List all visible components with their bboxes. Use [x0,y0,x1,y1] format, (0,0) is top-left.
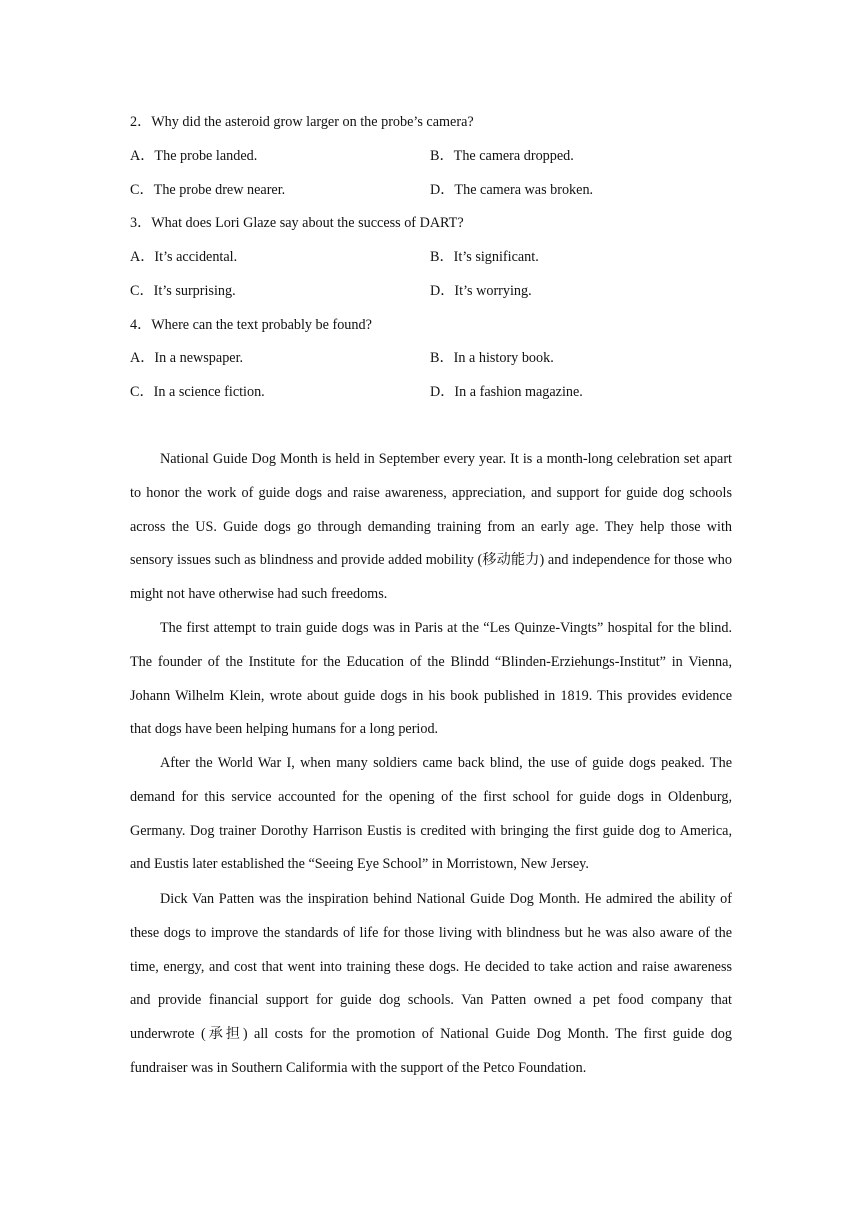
question-4-option-c: C．In a science fiction. [130,384,265,400]
question-2-option-b: B．The camera dropped. [430,148,574,164]
question-3-option-a: A．It’s accidental. [130,249,238,265]
passage-paragraph-3: After the World War I, when many soldiers came back blind, the use of guide dogs peaked. The demand for this service accounted for the opening of the first school for guide dogs in Oldenburg, Germany. Dog trainer Dorothy Harrison Eustis is credited with bringing the first guide dog to America, and Eustis later established the “Seeing Eye School” in Morristown, New Jersey. [130,755,732,873]
question-2-option-c: C．The probe drew nearer. [130,182,286,198]
question-4-option-a: A．In a newspaper. [130,350,244,366]
question-2-option-d: D．The camera was broken. [430,182,594,198]
question-2-option-a: A．The probe landed. [130,148,258,164]
passage-paragraph-1: National Guide Dog Month is held in September every year. It is a month-long celebration set apart to honor the work of guide dogs and raise awareness, appreciation, and support for guide dog schools across the US. Guide dogs go through demanding training from an early age. They help those with sensory issues such as blindness and provide added mobility (移动能力) and independence for those who might not have otherwise had such freedoms. [130,451,732,603]
question-3-option-c: C．It’s surprising. [130,283,236,299]
passage-paragraph-4: Dick Van Patten was the inspiration behind National Guide Dog Month. He admired the ability of these dogs to improve the standards of life for those living with blindness but he was also aware of the time, energy, and cost that went into training these dogs. He decided to take action and raise awareness and provide financial support for guide dog schools. Van Patten owned a pet food company that underwrote (承担) all costs for the promotion of National Guide Dog Month. The first guide dog fundraiser was in Southern Califormia with the support of the Petco Foundation. [130,891,732,1076]
question-3-stem: 3．What does Lori Glaze say about the success of DART? [130,215,464,231]
passage-paragraph-2: The first attempt to train guide dogs was in Paris at the “Les Quinze-Vingts” hospital for the blind. The founder of the Institute for the Education of the Blindd “Blinden-Erziehungs-Institut” in Vienna, Johann Wilhelm Klein, wrote about guide dogs in his book published in 1819. This provides evidence that dogs have been helping humans for a long period. [130,620,732,738]
question-4-option-d: D．In a fashion magazine. [430,384,583,400]
question-4-option-b: B．In a history book. [430,350,554,366]
question-3-option-d: D．It’s worrying. [430,283,532,299]
question-4-stem: 4．Where can the text probably be found? [130,317,372,333]
question-2-stem: 2．Why did the asteroid grow larger on the probe’s camera? [130,114,474,130]
question-3-option-b: B．It’s significant. [430,249,539,265]
